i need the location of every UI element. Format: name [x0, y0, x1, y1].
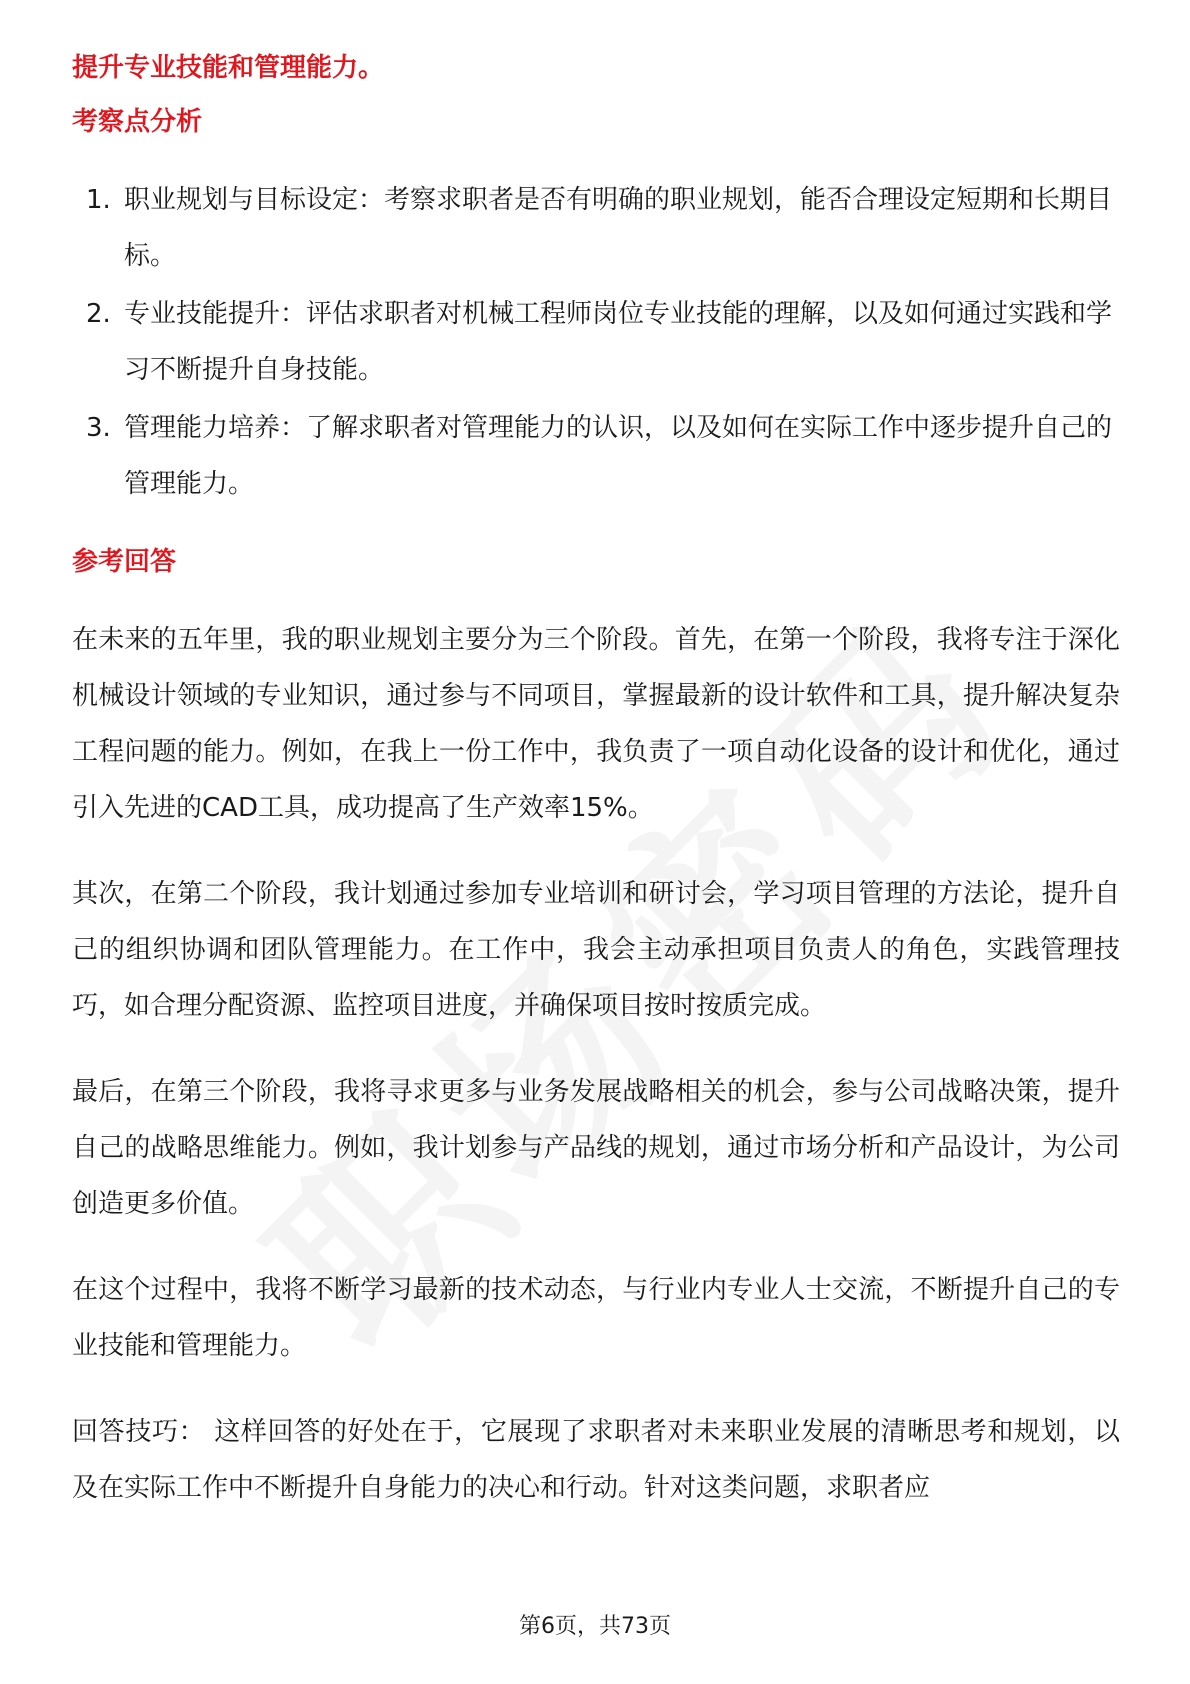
list-item-text: 管理能力培养：了解求职者对管理能力的认识，以及如何在实际工作中逐步提升自己的管理能力。: [124, 413, 1113, 499]
answer-paragraph: 在这个过程中，我将不断学习最新的技术动态，与行业内专业人士交流，不断提升自己的专业技能和管理能力。: [72, 1275, 1120, 1361]
list-item: [72, 172, 1120, 284]
list-item: [72, 286, 1120, 398]
answer-tips-paragraph: 回答技巧： 这样回答的好处在于，它展现了求职者对未来职业发展的清晰思考和规划，以及在实际工作中不断提升自身能力的决心和行动。针对这类问题，求职者应: [72, 1417, 1120, 1503]
page-number: 第6页，共73页: [519, 1614, 671, 1639]
analysis-heading: 考察点分析: [72, 107, 203, 137]
list-item-text: 专业技能提升：评估求职者对机械工程师岗位专业技能的理解，以及如何通过实践和学习不断提升自身技能。: [124, 299, 1113, 385]
answer-heading: 参考回答: [72, 547, 177, 577]
list-item-number: 1.: [86, 185, 111, 215]
list-item-number: 2.: [86, 299, 111, 329]
list-item-text: 职业规划与目标设定：考察求职者是否有明确的职业规划，能否合理设定短期和长期目标。: [124, 185, 1113, 271]
analysis-points-list: [72, 172, 1120, 512]
page-content: [72, 48, 1120, 1546]
answer-paragraph: 在未来的五年里，我的职业规划主要分为三个阶段。首先，在第一个阶段，我将专注于深化机械设计领域的专业知识，通过参与不同项目，掌握最新的设计软件和工具，提升解决复杂工程问题的能力。例如，在我上一份工作中，我负责了一项自动化设备的设计和优化，通过引入先进的CAD工具，成功提高了生产效率15%。: [72, 625, 1120, 823]
intro-heading: 提升专业技能和管理能力。: [72, 53, 385, 83]
list-item-number: 3.: [86, 413, 111, 443]
list-item: [72, 400, 1120, 512]
answer-paragraph: 其次，在第二个阶段，我计划通过参加专业培训和研讨会，学习项目管理的方法论，提升自己的组织协调和团队管理能力。在工作中，我会主动承担项目负责人的角色，实践管理技巧，如合理分配资源、监控项目进度，并确保项目按时按质完成。: [72, 879, 1120, 1021]
answer-paragraph: 最后，在第三个阶段，我将寻求更多与业务发展战略相关的机会，参与公司战略决策，提升自己的战略思维能力。例如，我计划参与产品线的规划，通过市场分析和产品设计，为公司创造更多价值。: [72, 1077, 1120, 1219]
